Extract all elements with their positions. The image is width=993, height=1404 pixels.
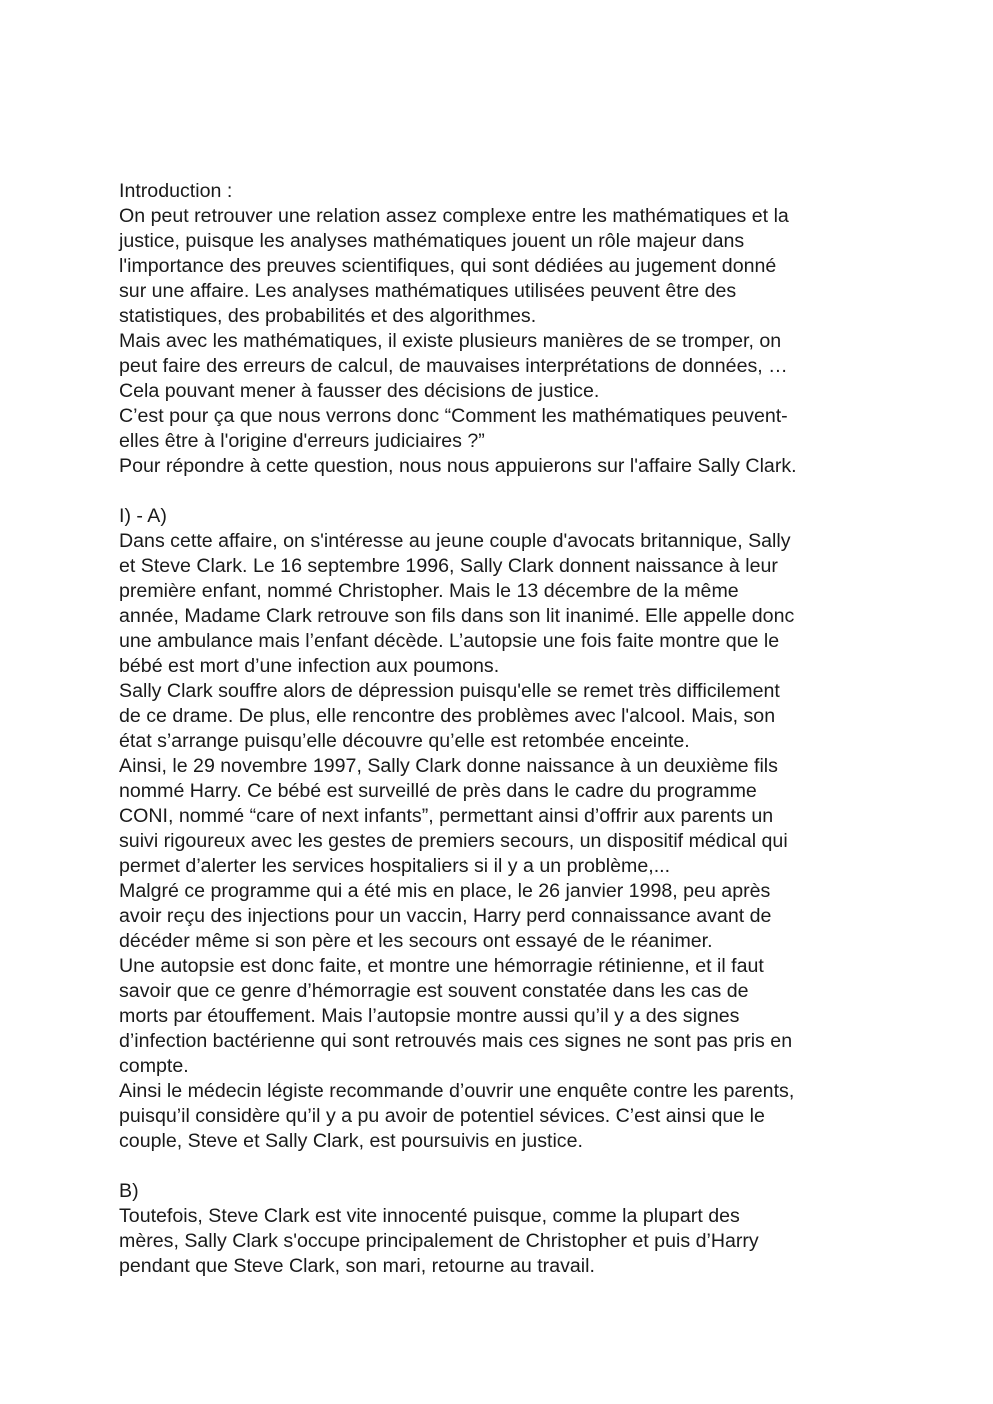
paragraph-line: elles être à l'origine d'erreurs judiciaires ?” bbox=[119, 430, 485, 452]
paragraph-line: et Steve Clark. Le 16 septembre 1996, Sally Clark donnent naissance à leur bbox=[119, 555, 778, 577]
paragraph-line: année, Madame Clark retrouve son fils dans son lit inanimé. Elle appelle donc bbox=[119, 605, 795, 627]
section-b bbox=[119, 1179, 879, 1279]
paragraph-line: On peut retrouver une relation assez complexe entre les mathématiques et la bbox=[119, 205, 789, 227]
section-spacer bbox=[119, 1154, 879, 1179]
paragraph-line: pendant que Steve Clark, son mari, retourne au travail. bbox=[119, 1255, 595, 1277]
paragraph-line: nommé Harry. Ce bébé est surveillé de près dans le cadre du programme bbox=[119, 780, 757, 802]
paragraph-line: couple, Steve et Sally Clark, est poursuivis en justice. bbox=[119, 1130, 583, 1152]
paragraph-line: Une autopsie est donc faite, et montre une hémorragie rétinienne, et il faut bbox=[119, 955, 764, 977]
paragraph-line: Mais avec les mathématiques, il existe plusieurs manières de se tromper, on bbox=[119, 330, 782, 352]
paragraph-line: savoir que ce genre d’hémorragie est souvent constatée dans les cas de bbox=[119, 980, 749, 1002]
section-b-heading: B) bbox=[119, 1180, 139, 1202]
paragraph-line: sur une affaire. Les analyses mathématiques utilisées peuvent être des bbox=[119, 280, 737, 302]
paragraph-line: Toutefois, Steve Clark est vite innocenté puisque, comme la plupart des bbox=[119, 1205, 740, 1227]
paragraph-line: permet d’alerter les services hospitaliers si il y a un problème,... bbox=[119, 855, 671, 877]
paragraph-line: CONI, nommé “care of next infants”, permettant ainsi d’offrir aux parents un bbox=[119, 805, 774, 827]
paragraph-line: Sally Clark souffre alors de dépression puisqu'elle se remet très difficilement bbox=[119, 680, 780, 702]
paragraph-line: une ambulance mais l’enfant décède. L’autopsie une fois faite montre que le bbox=[119, 630, 780, 652]
document-body bbox=[119, 179, 879, 1279]
paragraph-line: Dans cette affaire, on s'intéresse au jeune couple d'avocats britannique, Sally bbox=[119, 530, 791, 552]
paragraph-line: Ainsi le médecin légiste recommande d’ouvrir une enquête contre les parents, bbox=[119, 1080, 795, 1102]
paragraph-line: l'importance des preuves scientifiques, qui sont dédiées au jugement donné bbox=[119, 255, 777, 277]
paragraph-line: décéder même si son père et les secours ont essayé de le réanimer. bbox=[119, 930, 713, 952]
paragraph-line: bébé est mort d’une infection aux poumons. bbox=[119, 655, 500, 677]
paragraph-line: Ainsi, le 29 novembre 1997, Sally Clark donne naissance à un deuxième fils bbox=[119, 755, 778, 777]
paragraph-line: mères, Sally Clark s'occupe principalement de Christopher et puis d’Harry bbox=[119, 1230, 759, 1252]
paragraph-line: justice, puisque les analyses mathématiques jouent un rôle majeur dans bbox=[119, 230, 745, 252]
paragraph-line: état s’arrange puisqu’elle découvre qu’elle est retombée enceinte. bbox=[119, 730, 690, 752]
paragraph-line: Cela pouvant mener à fausser des décisions de justice. bbox=[119, 380, 600, 402]
paragraph-line: première enfant, nommé Christopher. Mais le 13 décembre de la même bbox=[119, 580, 739, 602]
paragraph-line: morts par étouffement. Mais l’autopsie montre aussi qu’il y a des signes bbox=[119, 1005, 740, 1027]
paragraph-line: Malgré ce programme qui a été mis en place, le 26 janvier 1998, peu après bbox=[119, 880, 771, 902]
section-spacer bbox=[119, 479, 879, 504]
paragraph-line: Pour répondre à cette question, nous nous appuierons sur l'affaire Sally Clark. bbox=[119, 455, 797, 477]
section-a-heading: I) - A) bbox=[119, 505, 167, 527]
paragraph-line: statistiques, des probabilités et des algorithmes. bbox=[119, 305, 537, 327]
paragraph-line: compte. bbox=[119, 1055, 189, 1077]
paragraph-line: puisqu’il considère qu’il y a pu avoir de potentiel sévices. C’est ainsi que le bbox=[119, 1105, 765, 1127]
paragraph-line: peut faire des erreurs de calcul, de mauvaises interprétations de données, … bbox=[119, 355, 788, 377]
paragraph-line: d’infection bactérienne qui sont retrouvés mais ces signes ne sont pas pris en bbox=[119, 1030, 793, 1052]
section-a bbox=[119, 504, 879, 1154]
paragraph-line: C’est pour ça que nous verrons donc “Comment les mathématiques peuvent- bbox=[119, 405, 788, 427]
paragraph-line: de ce drame. De plus, elle rencontre des problèmes avec l'alcool. Mais, son bbox=[119, 705, 776, 727]
introduction-heading: Introduction : bbox=[119, 180, 233, 202]
paragraph-line: avoir reçu des injections pour un vaccin, Harry perd connaissance avant de bbox=[119, 905, 772, 927]
paragraph-line: suivi rigoureux avec les gestes de premiers secours, un dispositif médical qui bbox=[119, 830, 788, 852]
introduction-section bbox=[119, 179, 879, 479]
